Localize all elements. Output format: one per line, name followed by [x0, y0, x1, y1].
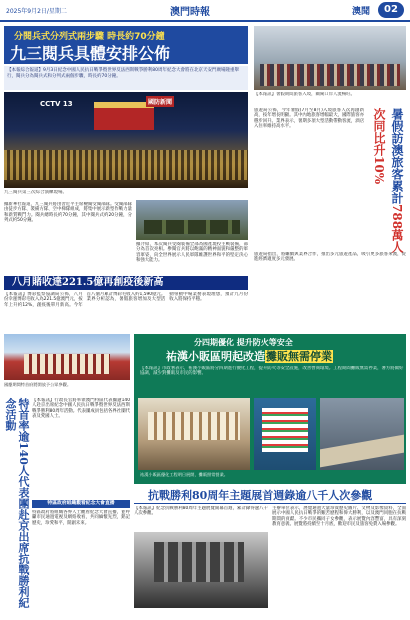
- tourism-vertical-headline: [368, 108, 406, 258]
- equipment-photo: [136, 200, 248, 240]
- delegation-body: 【本報訊】行政長官將率領澳門特區代表團逾140人赴京出席紀念中國人民抗日戰爭暨世界反法西斯戰爭勝利80周年活動。代表團成員包括各界社團代表及愛國人士。: [32, 398, 130, 419]
- cctv-tag: CCTV 13: [40, 100, 73, 108]
- issue-date: 2025年9月2日/星期二: [6, 8, 67, 15]
- casino-headline: 八月賭收達221.5億再創疫後新高: [4, 276, 248, 290]
- news-tag: 國防新聞: [146, 96, 174, 107]
- lead-body-right: 據介紹，本次閱兵受閱裝備全部為國產現役主戰裝備，部分為首次亮相。參閱官兵將以飽滿的精神面貌和嚴整的軍容軍姿，向全世界展示人民軍隊維護世界和平的堅定決心和強大能力。: [136, 242, 248, 263]
- tiananmen-gate-shape: [94, 102, 154, 130]
- parade-photo: [4, 92, 248, 188]
- lead-intro: 【本報綜合報道】9月3日紀念中國人民抗日戰爭暨世界反法西斯戰爭勝利80周年紀念大會將在北京天安門廣場隆重舉行，閱兵分為閱兵式和分列式兩個步驟，時長約70分鐘。: [4, 66, 248, 90]
- section-name: 澳聞: [352, 7, 371, 17]
- tourism-body: 旅遊局公佈，今年暑假(7月至8月)入境旅客人次再創新高，按年增長明顯。其中內地旅客增幅最大，國際旅客亦穩步回升。業界表示，暑期多項大型活動帶動客流，酒店入住率維持高水平。: [254, 108, 364, 129]
- exhibition-body-1: 【本報訊】紀念抗戰勝利80周年主題展覽開幕首週，累計錄得逾八千人次參觀。: [134, 506, 268, 517]
- border-crossing-photo: [254, 26, 406, 90]
- notice-board-photo: [254, 398, 316, 470]
- hawker-title-highlight: 攤販無需停業: [266, 350, 332, 363]
- exhibition-headline: 抗戰勝利80周年主題展首週錄逾八千人次參觀: [134, 488, 406, 504]
- crowd-shape: [260, 64, 400, 86]
- hawker-market-photo: [138, 398, 250, 470]
- government-house-photo: [4, 334, 130, 380]
- delegation-body-2: 特區政府將組織各界人士觀看紀念大會直播，並呼籲市民通過電視及網絡收看，共同緬懷先烈，銘記歷史，珍愛和平，開創未來。: [32, 510, 130, 526]
- heritage-photo-caption: 國慶期間特首府將開放予公眾參觀。: [4, 382, 72, 387]
- hawker-title-main: 祐漢小販區明起改造: [166, 350, 265, 363]
- hawker-title: [166, 348, 333, 364]
- delegation-vertical-headline: 特首率逾140人代表團赴京出席抗戰勝利紀念活動: [4, 398, 30, 608]
- lead-headline-box: [4, 26, 248, 64]
- exhibition-body-2: 主辦單位表示，展覽通過大量珍貴歷史圖片、文物及影像資料，全面展示中國人民抗日戰爭的艱苦歷程和偉大勝利，以及澳門同胞在抗戰期間的貢獻。不少市民攜同子女參觀，表示展覽內容豐富，具有深刻教育意義。展覽將持續至十月底，歡迎市民及旅客免費入場參觀。: [272, 506, 406, 527]
- troop-formation-shape: [4, 150, 248, 180]
- exhibition-hall-photo: [134, 532, 268, 608]
- tourism-photo-caption: 【本報訊】暑假期間旅客入境，關閘口岸人流暢旺。: [254, 92, 355, 97]
- tourism-headline-part2: 788萬人次同比升10%: [372, 108, 404, 254]
- lead-title: 九三閱兵具體安排公佈: [10, 44, 171, 63]
- lead-kicker: 分閱兵式分列式兩步驟 時長約70分鐘: [14, 32, 165, 42]
- tourism-headline-part1: 暑假訪澳旅客累計: [390, 108, 404, 204]
- newspaper-logo: 澳門時報: [170, 7, 210, 18]
- tourism-body-2: 旅遊局指出，將繼續與業界合作，推出多元旅遊產品，吸引更多旅客來澳，促進經濟適度多元發展。: [254, 252, 406, 263]
- hawker-kicker: 分四期優化 提升防火等安全: [194, 338, 293, 347]
- hawker-photo-caption: 祐漢小販區優化工程明日展開，攤販照常營業。: [140, 472, 228, 477]
- page-number: 02: [378, 2, 404, 18]
- escalator-photo: [320, 398, 404, 470]
- masthead: [0, 0, 410, 22]
- casino-body: 【本報訊】博彩監察協調局公佈，八月份幸運博彩毛收入為221.5億澳門元，按年上升約12%，創疫後單月新高。今年首八個月累計博彩毛收入約1,590億元。業界分析認為，暑假旅客增加及大型活動帶動中場業務表現理想，預計九月份收入將保持平穩。: [4, 292, 248, 308]
- hawker-lead: 【本報訊】市政署表示，祐漢小販區將分四期進行優化工程，提升防火等安全設施，改善營商環境。工程期間攤販無需停業，署方將做好協調，減少對攤販及市民的影響。: [140, 366, 404, 377]
- delegation-subhead: 特區政府組織觀看紀念大會直播: [32, 500, 130, 508]
- lead-body-left: 據新華社報道，九三閱兵將由習近平主席檢閱受閱部隊。受閱部隊由徒步方隊、裝備方隊、空中梯隊組成，將集中展示新型作戰力量和新質戰鬥力。閱兵總時長約70分鐘，其中閱兵式約20分鐘，分列式約50分鐘。: [4, 202, 132, 223]
- parade-photo-caption: 九三閱兵第三次綜合演練現場。: [4, 190, 67, 195]
